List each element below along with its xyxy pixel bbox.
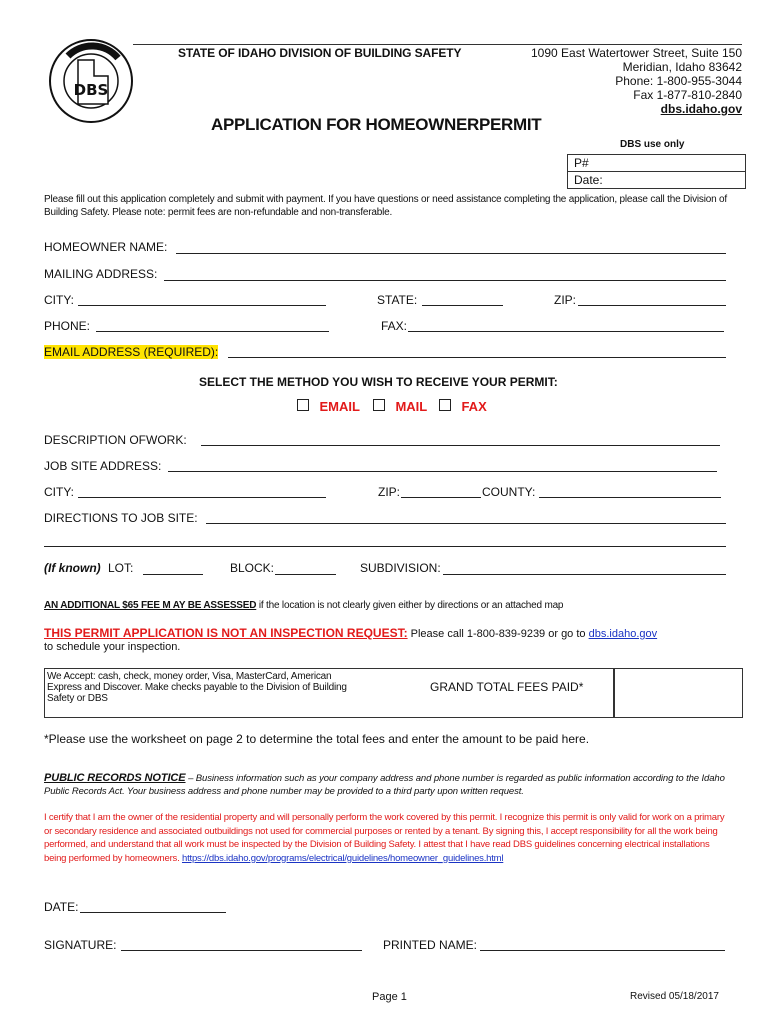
description-field[interactable] (201, 445, 720, 446)
job-zip-field[interactable] (401, 497, 481, 498)
job-city-label: CITY: (44, 485, 75, 499)
payment-accept-text: We Accept: cash, check, money order, Visa, MasterCard, American Express and Discover. Make checks payable to the Division of Building Safety or DBS (47, 671, 347, 704)
directions-field-line-2[interactable] (44, 546, 726, 547)
subdivision-label: SUBDIVISION: (360, 561, 441, 575)
job-city-field[interactable] (78, 497, 326, 498)
method-option-fax[interactable] (439, 398, 487, 416)
printed-name-label: PRINTED NAME: (383, 938, 478, 952)
worksheet-note: *Please use the worksheet on page 2 to determine the total fees and enter the amount to be paid here. (44, 732, 590, 746)
grand-total-label: GRAND TOTAL FEES PAID* (430, 680, 584, 694)
agency-fax: Fax 1-877-810-2840 (633, 88, 742, 102)
inspection-call: Please call 1-800-839-9239 or go to (410, 628, 586, 640)
email-field[interactable] (228, 357, 726, 358)
intro-text: Please fill out this application completely and submit with payment. If you have questions or need assistance completing the application, please call the Division of Building Safety. Please note: permit fees are non-refundable and non-transferable. (44, 194, 727, 218)
dbs-use-box (567, 154, 746, 189)
printed-name-field[interactable] (480, 950, 725, 951)
method-option-email[interactable] (297, 398, 360, 416)
mailing-address-label: MAILING ADDRESS: (44, 267, 158, 281)
date-label: DATE: (44, 900, 79, 914)
public-records-text: – Business information such as your company address and phone number is regarded as public information according to the Idaho Public Records Act. Your business address and phone number may be provided to a third party upon written request. (44, 773, 725, 797)
directions-label: DIRECTIONS TO JOB SITE: (44, 511, 198, 525)
mailing-address-field[interactable] (164, 280, 726, 281)
agency-address (531, 46, 742, 116)
homeowner-name-label: HOMEOWNER NAME: (44, 240, 168, 254)
job-site-address-field[interactable] (168, 471, 717, 472)
grand-total-field[interactable] (613, 668, 743, 718)
state-label: STATE: (377, 293, 418, 307)
inspection-notice (44, 626, 657, 640)
directions-field[interactable] (206, 523, 726, 524)
phone-label: PHONE: (44, 319, 91, 333)
fee-note-rest: if the location is not clearly given either by directions or an attached map (258, 600, 564, 611)
block-label: BLOCK: (230, 561, 275, 575)
mail-checkbox[interactable] (373, 399, 385, 411)
address-line-1: 1090 East Watertower Street, Suite 150 (530, 46, 742, 60)
form-title: APPLICATION FOR HOMEOWNERPERMIT (211, 115, 542, 134)
dbs-date-field: Date: (574, 173, 603, 187)
signature-label: SIGNATURE: (44, 938, 117, 952)
inspection-warning: THIS PERMIT APPLICATION IS NOT AN INSPECTION REQUEST: (44, 626, 408, 640)
inspection-line-2: to schedule your inspection. (44, 641, 181, 653)
lot-row (44, 561, 133, 575)
state-field[interactable] (422, 305, 503, 306)
public-records-notice (44, 772, 734, 798)
certification-body: I certify that I am the owner of the residential property and will personally perform the work covered by this permit. I recognize this permit is only valid for work on a primary or secondary residence and associated outbuildings not used for commercial purposes or rented by a tenant. By signing this, I accept responsibility for all the work being performed, and understand that all work must be inspected by the Division of Building Safety. I attest that I have read DBS guidelines concerning electrical installations being performed by homeowners. (44, 812, 725, 864)
email-checkbox[interactable] (297, 399, 309, 411)
permit-number-field: P# (568, 155, 745, 172)
city-label: CITY: (44, 293, 75, 307)
city-field[interactable] (78, 305, 326, 306)
agency-phone: Phone: 1-800-955-3044 (615, 74, 742, 88)
fax-checkbox[interactable] (439, 399, 451, 411)
guidelines-link[interactable]: https://dbs.idaho.gov/programs/electrical/guidelines/homeowner_guidelines.html (181, 852, 504, 864)
public-records-title: PUBLIC RECORDS NOTICE (44, 772, 186, 784)
fee-note (44, 600, 563, 611)
fax-option-label: FAX (461, 399, 487, 414)
description-label: DESCRIPTION OFWORK: (44, 433, 187, 447)
method-prompt: SELECT THE METHOD YOU WISH TO RECEIVE YOUR PERMIT: (199, 375, 558, 389)
fax-field[interactable] (408, 331, 724, 332)
address-line-2: Meridian, Idaho 83642 (622, 60, 742, 74)
lot-label: LOT: (108, 561, 134, 575)
signature-field[interactable] (121, 950, 362, 951)
method-option-mail[interactable] (373, 398, 427, 416)
email-option-label: EMAIL (319, 399, 360, 414)
lot-field[interactable] (143, 574, 203, 575)
county-field[interactable] (539, 497, 721, 498)
fax-label: FAX: (381, 319, 408, 333)
mail-option-label: MAIL (395, 399, 428, 414)
inspection-link[interactable]: dbs.idaho.gov (588, 628, 658, 640)
homeowner-name-field[interactable] (176, 253, 726, 254)
county-label: COUNTY: (482, 485, 536, 499)
fee-note-bold: AN ADDITIONAL $65 FEE M AY BE ASSESSED (44, 600, 257, 611)
job-zip-label: ZIP: (378, 485, 401, 499)
email-label: EMAIL ADDRESS (REQUIRED): (44, 345, 219, 359)
revision-date: Revised 05/18/2017 (630, 991, 719, 1002)
dbs-use-label: DBS use only (620, 139, 685, 150)
block-field[interactable] (275, 574, 336, 575)
dbs-logo (48, 38, 134, 124)
subdivision-field[interactable] (443, 574, 726, 575)
certification-text (44, 811, 734, 865)
phone-field[interactable] (96, 331, 329, 332)
job-site-address-label: JOB SITE ADDRESS: (44, 459, 162, 473)
zip-field[interactable] (578, 305, 726, 306)
zip-label: ZIP: (554, 293, 577, 307)
date-field[interactable] (80, 912, 226, 913)
logo-text: DBS (73, 81, 109, 99)
header-rule (133, 44, 742, 45)
agency-website[interactable]: dbs.idaho.gov (660, 102, 742, 116)
page-number: Page 1 (372, 991, 407, 1003)
agency-name: STATE OF IDAHO DIVISION OF BUILDING SAFETY (178, 46, 462, 60)
if-known-label: (If known) (44, 561, 101, 575)
